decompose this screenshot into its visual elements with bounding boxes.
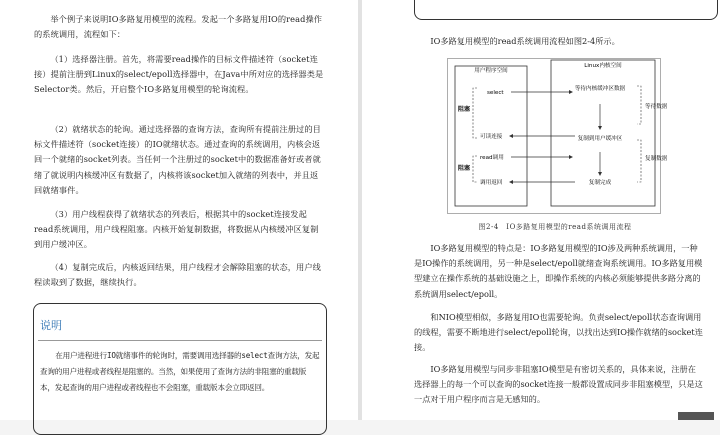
block-label-1: 阻塞 — [458, 106, 471, 113]
note-text: 在用户进程进行IO就绪事件的轮询时，需要调用选择器的select查询方法，发起查询的用户进程或者线程是阻塞的。当然，如果使用了查询方法的非阻塞的重载版本，发起查询的用户进程或者线程也不会阻塞，重载版本会立即返回。 — [40, 351, 320, 392]
io-multiplexing-diagram — [447, 58, 668, 214]
note-title: 说明 — [40, 319, 62, 332]
call-return-label: 调用返回 — [480, 180, 503, 186]
right-paragraph-1: IO多路复用模型的特点是：IO多路复用模型的IO涉及两种系统调用，一种是IO操作的系统调用，另一种是select/epoll就绪查询系统调用。IO多路复用模型建立在操作系统的基础设施之上，即操作系统的内核必须能够提供多路分离的系统调用select/epoll。 — [414, 243, 703, 299]
wait-kernel-label: 等待内核缓冲区数据 — [574, 86, 626, 92]
kernel-space-label: Linux内核空间 — [584, 63, 622, 69]
viewer-toolbar-edge[interactable] — [678, 412, 714, 420]
right-paragraph-3: IO多路复用模型与同步非阻塞IO模型是有密切关系的，具体来说，注册在选择器上的每一个可以查询的socket连接一般都设置成同步非阻塞模型，只是这一点对于用户程序而言是无感知的。 — [414, 364, 703, 405]
paragraph-step-1: （1）选择器注册。首先，将需要read操作的目标文件描述符（socket连接）提前注册到Linux的select/epoll选择器中，在Java中所对应的选择器类是Selector类。然后，开启整个IO多路复用模型的轮询流程。 — [34, 54, 324, 95]
previous-box-frame — [414, 0, 718, 20]
paragraph-step-3: （3）用户线程获得了就绪状态的列表后，根据其中的socket连接发起read系统调用，用户线程阻塞。内核开始复制数据，将数据从内核缓冲区复制到用户缓冲区。 — [34, 209, 319, 250]
right-page — [362, 0, 720, 420]
user-space-label: 用户程序空间 — [474, 68, 508, 74]
right-paragraph-2: 和NIO模型相似，多路复用IO也需要轮询。负责select/epoll状态查询调用的线程，需要不断地进行select/epoll轮询，以找出达到IO操作就绪的socket连接。 — [414, 312, 703, 353]
block-label-2: 阻塞 — [458, 165, 471, 172]
note-divider — [38, 340, 322, 341]
paragraph-intro: 举个例子来说明IO多路复用模型的流程。发起一个多路复用IO的read操作的系统调用，流程如下： — [34, 14, 323, 40]
read-call-label: read调用 — [480, 155, 504, 161]
figure-caption: 图2-4 IO多路复用模型的read系统调用流程 — [478, 223, 632, 231]
wait-data-label: 等待数据 — [645, 104, 668, 110]
copy-done-label: 复制完成 — [588, 180, 612, 186]
left-page — [0, 0, 358, 420]
paragraph-step-2: （2）就绪状态的轮询。通过选择器的查询方法，查询所有提前注册过的目标文件描述符（socket连接）的IO就绪状态。通过查询的系统调用，内核会返回一个就绪的socket列表。当任何一个注册过的socket中的数据准备好或者就绪了就说明内核缓冲区有数据了，内核将该socket加入就绪的列表中，并且返回就绪事件。 — [34, 124, 321, 195]
select-label: select — [487, 90, 504, 96]
figure-intro: IO多路复用模型的read系统调用流程如图2-4所示。 — [430, 36, 620, 46]
readable-connection-label: 可读连接 — [480, 134, 503, 140]
copy-data-label: 复制数据 — [645, 156, 668, 162]
note-box — [33, 303, 327, 435]
paragraph-step-4: （4）复制完成后，内核返回结果，用户线程才会解除阻塞的状态，用户线程读取到了数据，继续执行。 — [34, 262, 321, 288]
copy-to-user-label: 复制到用户缓冲区 — [577, 136, 623, 142]
